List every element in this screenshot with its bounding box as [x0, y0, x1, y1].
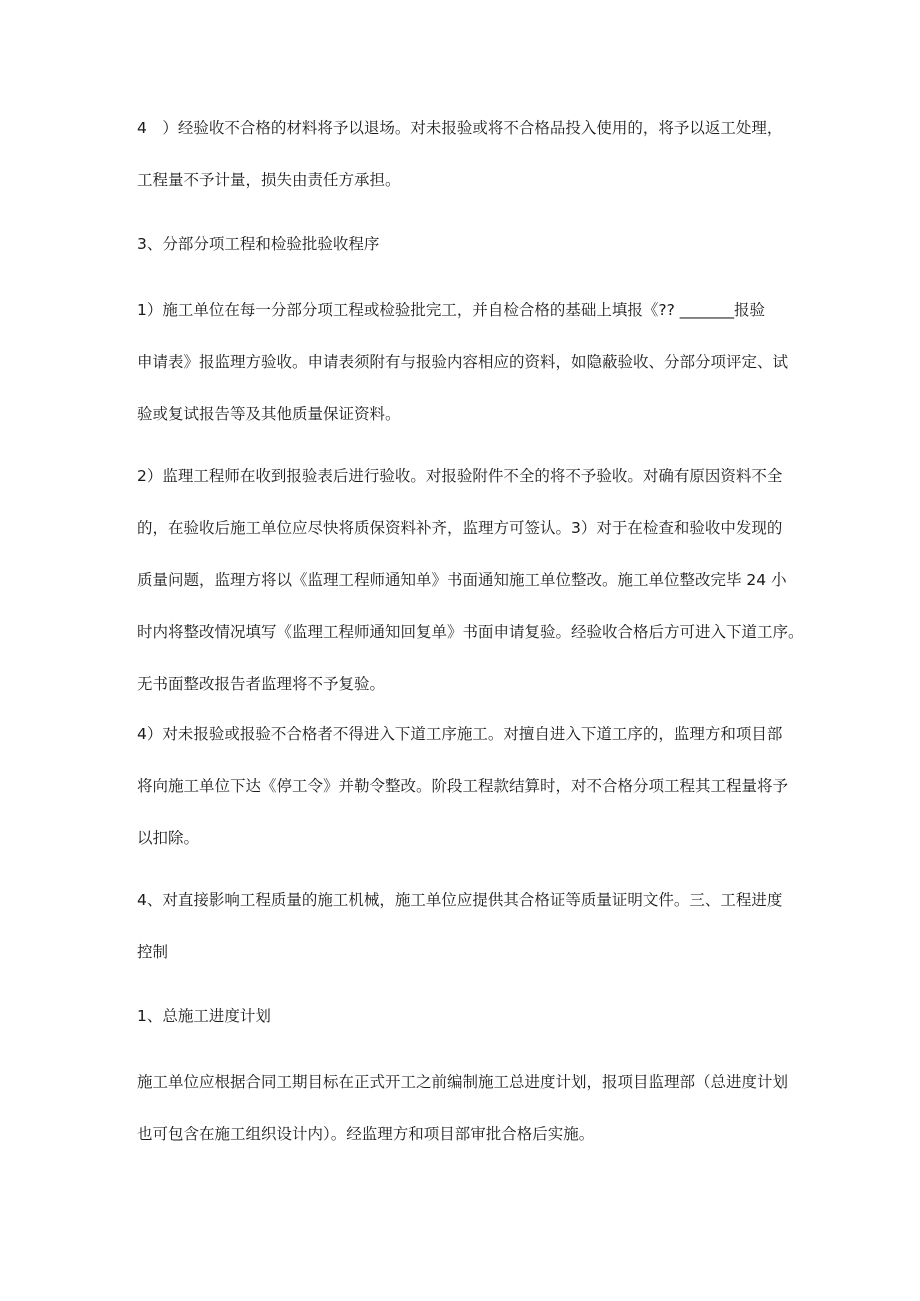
text-line: 1、总施工进度计划: [137, 1007, 271, 1025]
text-line: 质量问题，监理方将以《监理工程师通知单》书面通知施工单位整改。施工单位整改完毕 24 小: [137, 571, 787, 589]
text-line: 施工单位应根据合同工期目标在正式开工之前编制施工总进度计划，报项目监理部（总进度计划: [137, 1073, 789, 1091]
text-line: 1）施工单位在每一分部分项工程或检验批完工，并自检合格的基础上填报《?? _______报验: [137, 301, 765, 319]
text-line: 2）监理工程师在收到报验表后进行验收。对报验附件不全的将不予验收。对确有原因资料不全: [137, 467, 783, 485]
text-line: 申请表》报监理方验收。申请表须附有与报验内容相应的资料，如隐蔽验收、分部分项评定、试: [137, 353, 789, 371]
paragraph-engineer-acceptance: [137, 450, 804, 710]
text-line: 4）对未报验或报验不合格者不得进入下道工序施工。对擅自进入下道工序的，监理方和项目部: [137, 725, 783, 743]
text-line: 将向施工单位下达《停工令》并勒令整改。阶段工程款结算时，对不合格分项工程其工程量将予: [137, 777, 789, 795]
text-line: 以扣除。: [137, 829, 200, 847]
text-line: 3、分部分项工程和检验批验收程序: [137, 235, 380, 253]
section-heading-acceptance-procedure: [137, 218, 787, 270]
text-line: 4、对直接影响工程质量的施工机械，施工单位应提供其合格证等质量证明文件。三、工程进度: [137, 891, 783, 909]
paragraph-inspection-application: [137, 284, 787, 440]
text-line: 的，在验收后施工单位应尽快将质保资料补齐，监理方可签认。3）对于在检查和验收中发现的: [137, 519, 783, 537]
text-line: 也可包含在施工组织设计内）。经监理方和项目部审批合格后实施。: [137, 1125, 595, 1143]
paragraph-schedule-plan: [137, 1056, 787, 1160]
paragraph-stop-work-order: [137, 708, 787, 864]
text-line: 工程量不予计量，损失由责任方承担。: [137, 171, 401, 189]
text-line: 时内将整改情况填写《监理工程师通知回复单》书面申请复验。经验收合格后方可进入下道工序。: [137, 623, 804, 641]
paragraph-material-rejection: [137, 102, 787, 206]
paragraph-construction-machinery: [137, 874, 787, 978]
text-line: 4 ）经验收不合格的材料将予以退场。对未报验或将不合格品投入使用的，将予以返工处理，: [137, 119, 783, 137]
section-heading-overall-schedule: [137, 990, 787, 1042]
text-line: 控制: [137, 943, 169, 961]
text-line: 无书面整改报告者监理将不予复验。: [137, 675, 386, 693]
text-line: 验或复试报告等及其他质量保证资料。: [137, 405, 401, 423]
